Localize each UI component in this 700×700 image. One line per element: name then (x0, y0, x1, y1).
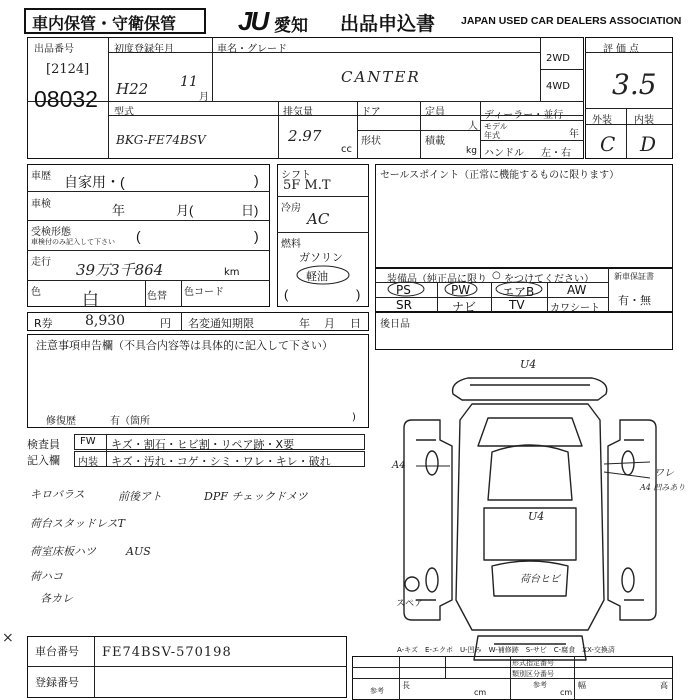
inspector-row1-text: キズ・割石・ヒビ割・リペア跡・X要 (111, 438, 295, 451)
capacity-label: 定員 (425, 107, 445, 118)
storage-type: 車内保管・守衛保管 (32, 16, 177, 33)
spare-label: スペア (396, 599, 424, 609)
note-line-1b: 前後アト (118, 490, 162, 503)
lot-number: 08032 (34, 86, 98, 112)
note-line-5: 各カレ (40, 592, 73, 605)
spec-height-label: 高 (660, 681, 668, 690)
color-pitch-label: 色替 (147, 291, 167, 302)
history-close: ) (254, 172, 259, 188)
fuel-diesel: 軽油 (306, 270, 328, 283)
history-value: 自家用・( (64, 174, 125, 190)
shift-label: シフト (281, 170, 311, 181)
drive-4wd: 4WD (546, 81, 570, 92)
dealer-parallel: ディーラー・並行 (484, 110, 564, 121)
repair-value: 有（箇所 (110, 416, 150, 427)
form-title: 出品申込書 (340, 14, 436, 35)
english-title: JAPAN USED CAR DEALERS ASSOCIATION (461, 15, 682, 27)
mileage-label: 走行 (31, 257, 51, 268)
model-label: 型式 (114, 107, 134, 118)
inspection-label: 車検 (31, 199, 51, 210)
model-year-a: モデル (484, 122, 508, 131)
inspector-label-1: 検査員 (27, 438, 60, 451)
equipment-ps: PS (396, 283, 411, 297)
note-line-3: 荷室床板ハツ (30, 545, 96, 558)
equipment-tv: TV (509, 298, 525, 312)
equipment-navi: ナビ (452, 300, 477, 314)
spec-ref-label-2: 参考 (370, 687, 384, 695)
color-code-label: 色コード (184, 287, 224, 298)
diagram-mark-top: U4 (520, 358, 537, 371)
displacement-value: 2.97 (288, 127, 322, 145)
entrusted-close: ) (254, 228, 259, 244)
color-value: 白 (82, 290, 99, 310)
mileage-unit: km (224, 267, 240, 278)
chassis-value: FE74BSV-570198 (102, 645, 232, 660)
fuel-close: ) (356, 287, 361, 302)
inspection-month: 月( (176, 203, 194, 218)
equipment-aw: AW (567, 283, 587, 297)
note-line-1a: キロバラス (30, 488, 85, 501)
warranty-label: 新車保証書 (614, 272, 654, 281)
load-label: 積載 (425, 136, 445, 147)
fuel-label: 燃料 (281, 239, 301, 250)
diagram-mark-bed: 荷台ヒビ (520, 574, 560, 585)
brand-logo: JU (238, 6, 268, 36)
shape-label: 形状 (361, 136, 381, 147)
mileage-value: 39万3千864 (76, 261, 164, 279)
capacity-unit: 人 (468, 121, 478, 132)
note-line-3b: AUS (126, 545, 151, 558)
displacement-label: 排気量 (283, 107, 313, 118)
notes-label: 注意事項申告欄（不具合内容等は具体的に記入して下さい） (36, 339, 333, 352)
drive-2wd: 2WD (546, 53, 570, 64)
recycle-label: R券 (34, 317, 53, 330)
equipment-pw: PW (451, 283, 471, 297)
diagram-mark-right-crack: ワレ (654, 468, 674, 479)
diagram-mark-right-dent: A4 凹みあり (640, 483, 686, 492)
shift-value: 5F M.T (283, 178, 331, 193)
damage-legend: A-キズ E-エクボ U-凹み W-補修跡 S-サビ C-腐食 XX-交換済 (397, 646, 615, 654)
inspection-day: 日) (241, 203, 259, 218)
inspector-row2-head: 内装 (78, 457, 98, 468)
registration-month: 11 (180, 74, 198, 90)
inspector-row1-head: FW (80, 436, 96, 447)
inspector-row2-text: キズ・汚れ・コゲ・シミ・ワレ・キレ・破れ (111, 455, 331, 468)
recycle-unit: 円 (160, 317, 171, 330)
repair-close: ) (352, 412, 356, 423)
plate-label: 登録番号 (35, 676, 79, 689)
entrusted-note: 車検付のみ記入して下さい (31, 238, 115, 246)
interior-label: 内装 (634, 115, 654, 126)
door-label: ドア (361, 107, 381, 118)
spec-width-label: 幅 (578, 681, 586, 690)
warranty-value: 有・無 (618, 294, 651, 307)
car-name-value: CANTER (341, 68, 421, 86)
margin-mark: × (2, 630, 14, 646)
history-label: 車歴 (31, 171, 51, 182)
diagram-mark-left: A4 (392, 460, 406, 471)
sales-point-label: セールスポイント（正常に機能するものに限ります） (380, 170, 620, 181)
registration-month-unit: 月 (199, 92, 209, 103)
model-value: BKG-FE74BSV (116, 133, 206, 147)
recycle-value: 8,930 (85, 313, 126, 329)
interior-score: D (640, 132, 657, 156)
equipment-label: 装備品（純正品に限り (387, 274, 487, 285)
spec-row2-label: 類別区分番号 (512, 670, 554, 678)
score-value: 3.5 (612, 68, 657, 101)
equipment-label-end: をつけてください） (504, 274, 594, 285)
after-goods-label: 後日品 (380, 319, 410, 330)
spec-cm-1: cm (474, 688, 487, 697)
car-name-label: 車名・グレード (217, 44, 287, 55)
exterior-score: C (600, 132, 616, 156)
model-year-b: 年式 (484, 131, 500, 140)
note-line-4: 荷ハコ (30, 570, 63, 583)
load-unit: kg (466, 146, 477, 156)
equipment-sr: SR (396, 298, 412, 312)
aircon-label: 冷房 (281, 203, 301, 214)
fuel-gasoline: ガソリン (299, 251, 343, 264)
equipment-power-seat: カワシート (550, 303, 600, 314)
org-name: 愛知 (274, 16, 308, 35)
diagram-mark-center: U4 (528, 510, 545, 523)
entrusted-paren: ( (136, 228, 141, 244)
handle-label: ハンドル (484, 148, 524, 159)
registration-label: 初度登録年月 (114, 44, 174, 55)
spec-cm-2: cm (560, 688, 573, 697)
repair-label: 修復歴 (46, 416, 76, 427)
lot-label: 出品番号 (34, 44, 74, 55)
transfer-month: 月 (324, 317, 335, 330)
transfer-label: 名変通知期限 (188, 317, 254, 330)
score-label: 評価点 (603, 44, 642, 55)
displacement-unit: cc (341, 144, 352, 155)
inspection-year: 年 (112, 203, 126, 218)
note-line-1c: DPF チェックドメツ (204, 490, 308, 503)
equipment-airbag: エアB (502, 285, 535, 299)
inspector-label-2: 記入欄 (27, 454, 60, 467)
entrusted-label: 受検形態 (31, 227, 71, 238)
transfer-day: 日 (350, 317, 361, 330)
registration-era-year: H22 (116, 80, 149, 98)
equipment-label-mark: ○ (492, 270, 501, 281)
fuel-paren: ( (284, 287, 289, 302)
color-label: 色 (31, 287, 41, 298)
transfer-year: 年 (299, 317, 310, 330)
note-line-2: 荷台スタッドレスT (30, 517, 126, 530)
handle-options: 左・右 (541, 148, 571, 159)
model-year-unit: 年 (569, 129, 579, 140)
exterior-label: 外装 (592, 115, 612, 126)
chassis-label: 車台番号 (35, 645, 79, 658)
spec-length-label: 長 (402, 681, 410, 690)
lot-sub-number: [2124] (46, 62, 90, 77)
aircon-value: AC (307, 210, 330, 228)
spec-ref-label: 参考 (533, 681, 547, 689)
spec-row1-label: 形式指定番号 (512, 659, 554, 667)
